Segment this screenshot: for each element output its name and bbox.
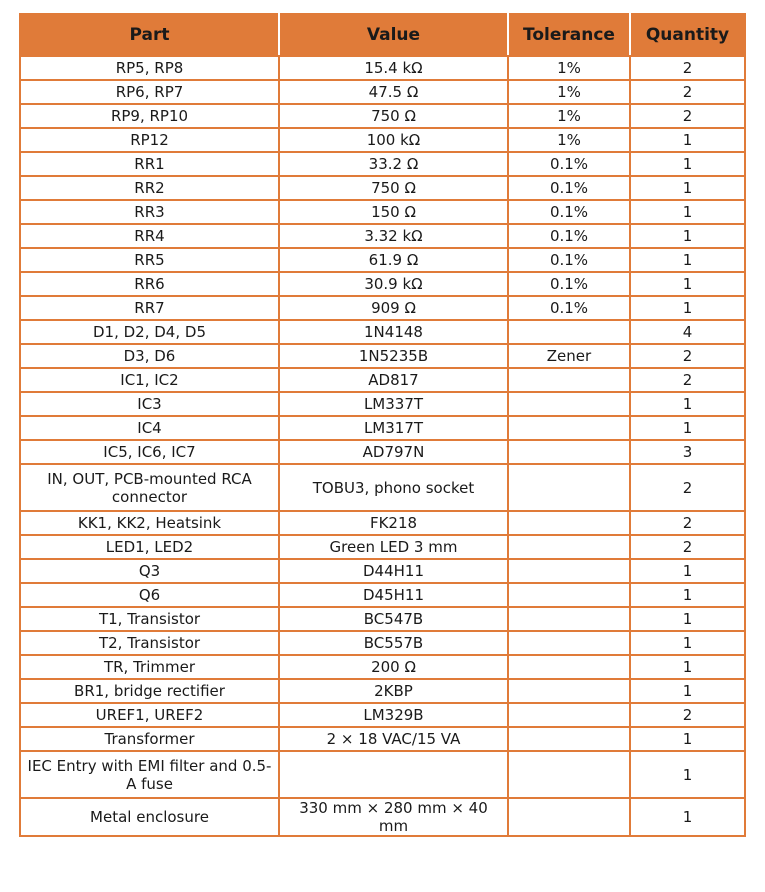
- cell-value: D44H11: [279, 559, 508, 583]
- cell-quantity: 1: [630, 751, 745, 798]
- cell-tolerance: Zener: [508, 344, 630, 368]
- cell-tolerance: 1%: [508, 56, 630, 80]
- cell-tolerance: [508, 559, 630, 583]
- cell-quantity: 2: [630, 80, 745, 104]
- cell-quantity: 1: [630, 607, 745, 631]
- cell-value: AD817: [279, 368, 508, 392]
- cell-tolerance: 0.1%: [508, 152, 630, 176]
- cell-tolerance: 1%: [508, 104, 630, 128]
- cell-value: 61.9 Ω: [279, 248, 508, 272]
- parts-table: [19, 13, 746, 837]
- cell-part: TR, Trimmer: [20, 655, 279, 679]
- cell-part: RP9, RP10: [20, 104, 279, 128]
- table-row: [20, 296, 745, 320]
- cell-quantity: 2: [630, 368, 745, 392]
- header-part: Part: [20, 14, 279, 56]
- table-row: [20, 392, 745, 416]
- cell-value: 1N5235B: [279, 344, 508, 368]
- cell-part: RR5: [20, 248, 279, 272]
- cell-value: 1N4148: [279, 320, 508, 344]
- cell-part: RP6, RP7: [20, 80, 279, 104]
- cell-part: RR7: [20, 296, 279, 320]
- table-row: [20, 152, 745, 176]
- cell-part: BR1, bridge rectifier: [20, 679, 279, 703]
- cell-part: RP5, RP8: [20, 56, 279, 80]
- table-row: [20, 535, 745, 559]
- cell-tolerance: [508, 703, 630, 727]
- cell-value: 200 Ω: [279, 655, 508, 679]
- cell-quantity: 1: [630, 128, 745, 152]
- cell-tolerance: [508, 679, 630, 703]
- cell-tolerance: [508, 751, 630, 798]
- table-row: [20, 751, 745, 798]
- table-row: [20, 631, 745, 655]
- cell-part: RP12: [20, 128, 279, 152]
- cell-quantity: 1: [630, 631, 745, 655]
- cell-quantity: 1: [630, 798, 745, 836]
- table-row: [20, 440, 745, 464]
- cell-tolerance: [508, 320, 630, 344]
- cell-part: T1, Transistor: [20, 607, 279, 631]
- cell-quantity: 1: [630, 679, 745, 703]
- cell-value: 909 Ω: [279, 296, 508, 320]
- table-row: [20, 559, 745, 583]
- cell-part: RR3: [20, 200, 279, 224]
- table-row: [20, 464, 745, 511]
- cell-part: IEC Entry with EMI filter and 0.5-A fuse: [20, 751, 279, 798]
- cell-value: 3.32 kΩ: [279, 224, 508, 248]
- table-row: [20, 320, 745, 344]
- cell-value: BC547B: [279, 607, 508, 631]
- cell-value: Green LED 3 mm: [279, 535, 508, 559]
- cell-part: Transformer: [20, 727, 279, 751]
- cell-quantity: 2: [630, 535, 745, 559]
- table-row: [20, 368, 745, 392]
- cell-quantity: 2: [630, 344, 745, 368]
- cell-tolerance: [508, 464, 630, 511]
- cell-quantity: 2: [630, 464, 745, 511]
- cell-value: BC557B: [279, 631, 508, 655]
- table-row: [20, 128, 745, 152]
- table-row: [20, 344, 745, 368]
- cell-value: 100 kΩ: [279, 128, 508, 152]
- cell-tolerance: 0.1%: [508, 296, 630, 320]
- cell-part: IC3: [20, 392, 279, 416]
- cell-tolerance: [508, 798, 630, 836]
- cell-part: Q6: [20, 583, 279, 607]
- cell-quantity: 2: [630, 703, 745, 727]
- table-row: [20, 176, 745, 200]
- cell-quantity: 1: [630, 655, 745, 679]
- cell-tolerance: 0.1%: [508, 200, 630, 224]
- cell-tolerance: 0.1%: [508, 272, 630, 296]
- table-row: [20, 272, 745, 296]
- cell-value: 30.9 kΩ: [279, 272, 508, 296]
- cell-tolerance: 0.1%: [508, 176, 630, 200]
- cell-quantity: 2: [630, 104, 745, 128]
- table-row: [20, 224, 745, 248]
- table-row: [20, 607, 745, 631]
- cell-quantity: 2: [630, 56, 745, 80]
- table-row: [20, 798, 745, 836]
- cell-tolerance: 1%: [508, 80, 630, 104]
- cell-tolerance: [508, 727, 630, 751]
- cell-quantity: 1: [630, 248, 745, 272]
- cell-tolerance: 0.1%: [508, 224, 630, 248]
- cell-quantity: 1: [630, 416, 745, 440]
- cell-part: IC4: [20, 416, 279, 440]
- table-row: [20, 511, 745, 535]
- cell-part: D3, D6: [20, 344, 279, 368]
- cell-quantity: 1: [630, 559, 745, 583]
- cell-tolerance: [508, 607, 630, 631]
- cell-tolerance: [508, 583, 630, 607]
- table-row: [20, 56, 745, 80]
- table-row: [20, 727, 745, 751]
- cell-quantity: 1: [630, 296, 745, 320]
- cell-quantity: 1: [630, 176, 745, 200]
- cell-part: UREF1, UREF2: [20, 703, 279, 727]
- cell-quantity: 2: [630, 511, 745, 535]
- cell-quantity: 1: [630, 583, 745, 607]
- table-row: [20, 703, 745, 727]
- cell-tolerance: 1%: [508, 128, 630, 152]
- cell-tolerance: [508, 631, 630, 655]
- cell-tolerance: [508, 416, 630, 440]
- cell-value: LM337T: [279, 392, 508, 416]
- cell-value: FK218: [279, 511, 508, 535]
- cell-value: TOBU3, phono socket: [279, 464, 508, 511]
- cell-value: LM317T: [279, 416, 508, 440]
- cell-tolerance: [508, 511, 630, 535]
- cell-value: [279, 751, 508, 798]
- header-value: Value: [279, 14, 508, 56]
- table-body: [20, 56, 745, 836]
- table-row: [20, 80, 745, 104]
- header-quantity: Quantity: [630, 14, 745, 56]
- table-row: [20, 583, 745, 607]
- cell-value: 750 Ω: [279, 176, 508, 200]
- cell-part: KK1, KK2, Heatsink: [20, 511, 279, 535]
- cell-value: 750 Ω: [279, 104, 508, 128]
- cell-quantity: 1: [630, 727, 745, 751]
- cell-quantity: 4: [630, 320, 745, 344]
- cell-tolerance: [508, 535, 630, 559]
- cell-part: IC5, IC6, IC7: [20, 440, 279, 464]
- cell-part: RR6: [20, 272, 279, 296]
- cell-part: LED1, LED2: [20, 535, 279, 559]
- cell-part: D1, D2, D4, D5: [20, 320, 279, 344]
- cell-part: T2, Transistor: [20, 631, 279, 655]
- cell-value: 2 × 18 VAC/15 VA: [279, 727, 508, 751]
- cell-quantity: 3: [630, 440, 745, 464]
- table-row: [20, 679, 745, 703]
- table-row: [20, 104, 745, 128]
- cell-tolerance: [508, 655, 630, 679]
- cell-quantity: 1: [630, 392, 745, 416]
- cell-value: 150 Ω: [279, 200, 508, 224]
- cell-quantity: 1: [630, 224, 745, 248]
- parts-list: [19, 13, 744, 837]
- table-row: [20, 416, 745, 440]
- cell-value: D45H11: [279, 583, 508, 607]
- header-row: [20, 14, 745, 56]
- cell-part: RR2: [20, 176, 279, 200]
- cell-tolerance: [508, 392, 630, 416]
- cell-tolerance: [508, 440, 630, 464]
- cell-value: LM329B: [279, 703, 508, 727]
- cell-value: 33.2 Ω: [279, 152, 508, 176]
- cell-value: 15.4 kΩ: [279, 56, 508, 80]
- cell-part: Metal enclosure: [20, 798, 279, 836]
- table-row: [20, 248, 745, 272]
- cell-value: 330 mm × 280 mm × 40 mm: [279, 798, 508, 836]
- table-row: [20, 655, 745, 679]
- cell-tolerance: 0.1%: [508, 248, 630, 272]
- cell-part: RR1: [20, 152, 279, 176]
- cell-part: IC1, IC2: [20, 368, 279, 392]
- cell-quantity: 1: [630, 152, 745, 176]
- cell-quantity: 1: [630, 272, 745, 296]
- cell-part: Q3: [20, 559, 279, 583]
- cell-tolerance: [508, 368, 630, 392]
- cell-part: RR4: [20, 224, 279, 248]
- table-row: [20, 200, 745, 224]
- cell-value: AD797N: [279, 440, 508, 464]
- cell-part: IN, OUT, PCB-mounted RCA connector: [20, 464, 279, 511]
- cell-value: 2KBP: [279, 679, 508, 703]
- header-tolerance: Tolerance: [508, 14, 630, 56]
- cell-quantity: 1: [630, 200, 745, 224]
- cell-value: 47.5 Ω: [279, 80, 508, 104]
